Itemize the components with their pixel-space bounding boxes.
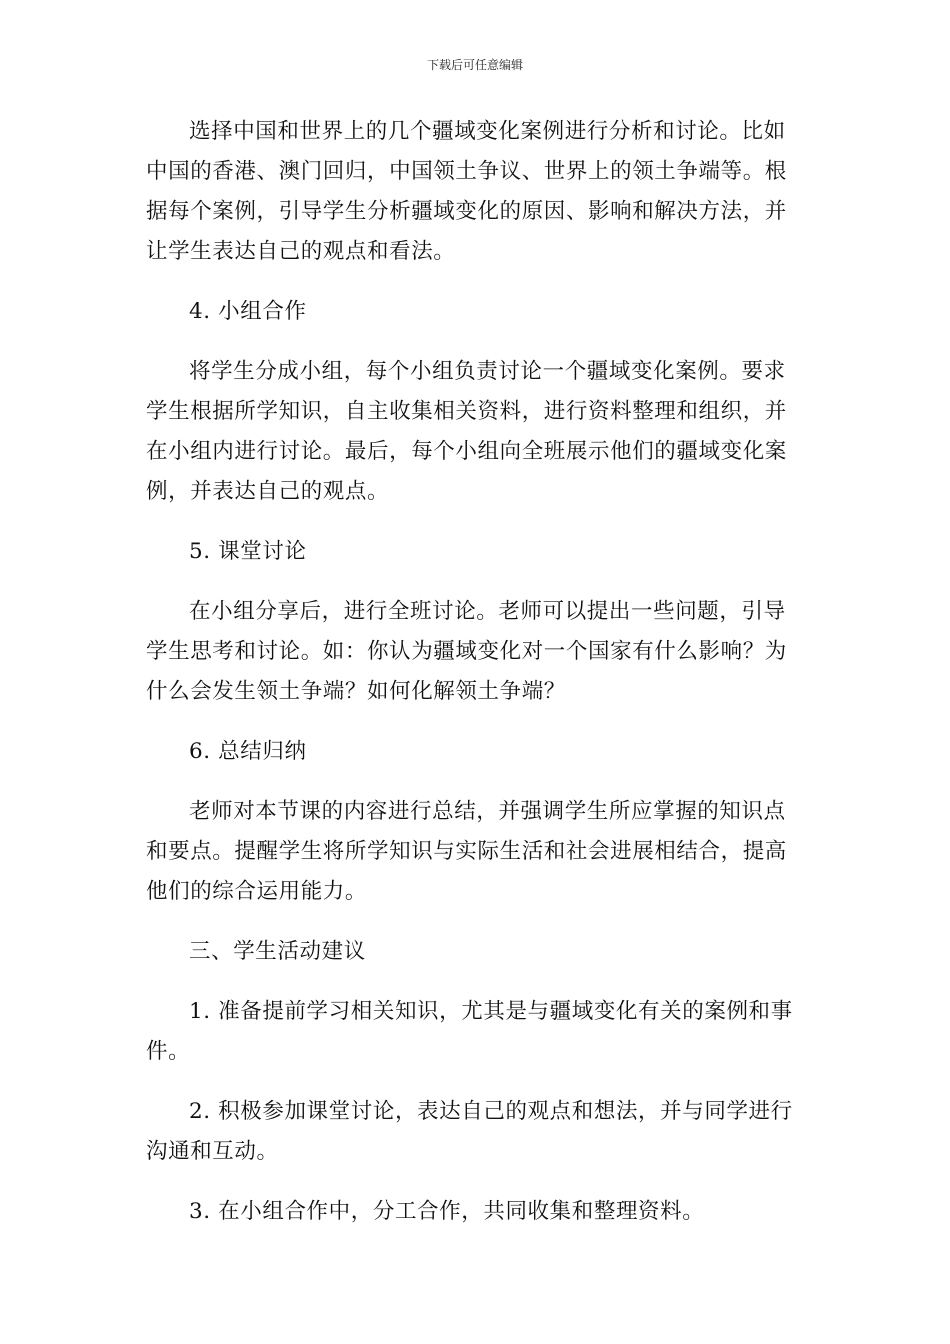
- paragraph-group-work: 将学生分成小组，每个小组负责讨论一个疆域变化案例。要求学生根据所学知识，自主收集相关资料，进行资料整理和组织，并在小组内进行讨论。最后，每个小组向全班展示他们的疆域变化案例，并表达自己的观点。: [146, 359, 787, 504]
- page-header: 下载后可任意编辑: [426, 58, 523, 72]
- activity-item-3: 3. 在小组合作中，分工合作，共同收集和整理资料。: [189, 1199, 705, 1224]
- heading-class-discussion: 5. 课堂讨论: [189, 539, 307, 564]
- heading-summary: 6. 总结归纳: [189, 739, 307, 764]
- heading-student-activities: 三、学生活动建议: [189, 939, 366, 964]
- heading-group-work: 4. 小组合作: [189, 299, 307, 324]
- document-body: [146, 112, 806, 1232]
- paragraph-case-analysis: 选择中国和世界上的几个疆域变化案例进行分析和讨论。比如中国的香港、澳门回归，中国领土争议、世界上的领土争端等。根据每个案例，引导学生分析疆域变化的原因、影响和解决方法，并让学生表达自己的观点和看法。: [146, 119, 787, 264]
- paragraph-summary: 老师对本节课的内容进行总结，并强调学生所应掌握的知识点和要点。提醒学生将所学知识与实际生活和社会进展相结合，提高他们的综合运用能力。: [146, 799, 787, 904]
- paragraph-class-discussion: 在小组分享后，进行全班讨论。老师可以提出一些问题，引导学生思考和讨论。如：你认为疆域变化对一个国家有什么影响？为什么会发生领土争端？如何化解领土争端？: [146, 599, 787, 704]
- activity-item-2: 2. 积极参加课堂讨论，表达自己的观点和想法，并与同学进行沟通和互动。: [146, 1099, 793, 1164]
- activity-item-1: 1. 准备提前学习相关知识，尤其是与疆域变化有关的案例和事件。: [146, 999, 793, 1064]
